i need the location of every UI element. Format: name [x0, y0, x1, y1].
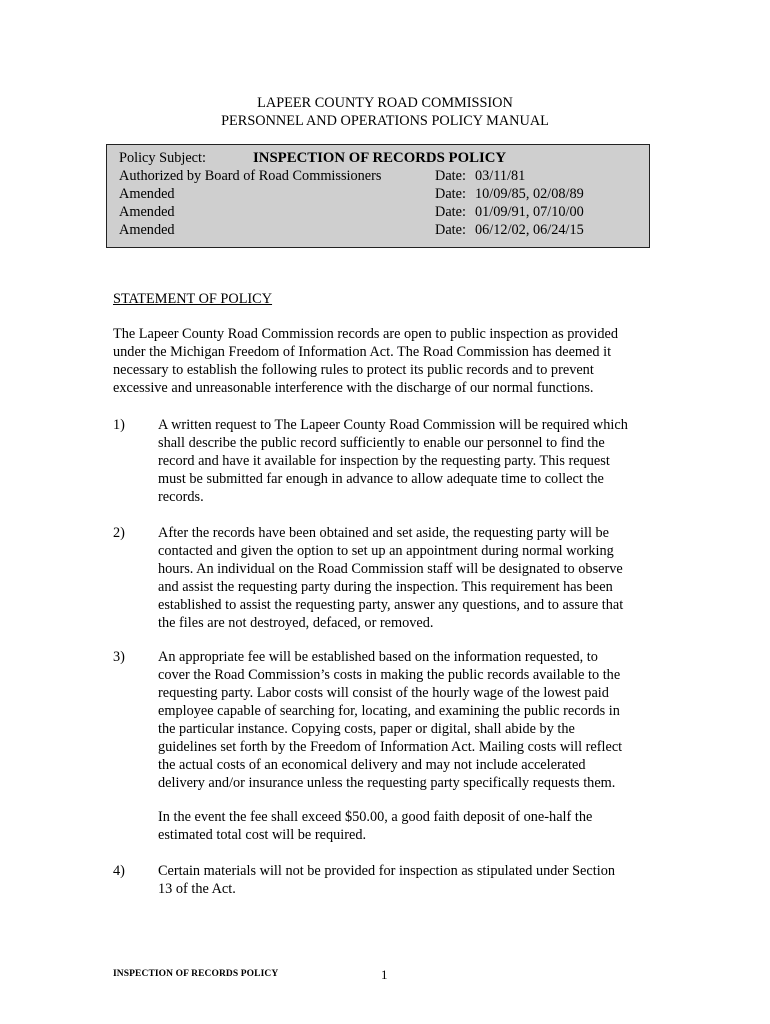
amended-label: Amended: [119, 222, 175, 238]
date-label: Date:: [435, 204, 466, 220]
section-heading: STATEMENT OF POLICY: [113, 291, 273, 307]
item-text: [158, 416, 660, 506]
amended-row: [119, 203, 175, 221]
text-line: the actual costs of an economical delivery and may not include accelerated: [158, 757, 586, 773]
text-line: under the Michigan Freedom of Information Act. The Road Commission has deemed it: [113, 344, 612, 360]
item-number: 2): [113, 525, 125, 541]
text-line: employee capable of searching for, locating, and examining the public records in: [158, 703, 620, 719]
text-line: guidelines set forth by the Freedom of Information Act. Mailing costs will reflect: [158, 739, 623, 755]
manual-title: PERSONNEL AND OPERATIONS POLICY MANUAL: [221, 113, 549, 129]
date-label: Date:: [435, 222, 466, 238]
text-line: necessary to establish the following rules to protect its public records and to prevent: [113, 362, 594, 378]
date-label: Date:: [435, 168, 466, 184]
text-line: and assist the requesting party during the inspection. This requirement has been: [158, 579, 613, 595]
amended-label: Amended: [119, 186, 175, 202]
amended-date: [435, 185, 584, 203]
authorization-label: Authorized by Board of Road Commissioners: [119, 168, 382, 184]
text-line: record and have it available for inspection by the requesting party. This request: [158, 453, 610, 469]
item-text: [158, 862, 660, 898]
text-line: the particular instance. Copying costs, paper or digital, shall abide by the: [158, 721, 575, 737]
text-line: excessive and unreasonable interference with the discharge of our normal functions.: [113, 380, 594, 396]
text-line: records.: [158, 489, 204, 505]
item-number: 3): [113, 649, 125, 665]
date-value: 01/09/91, 07/10/00: [475, 204, 584, 220]
authorization-date: [435, 167, 525, 185]
amended-row: [119, 185, 175, 203]
text-line: requesting party. Labor costs will consist of the hourly wage of the lowest paid: [158, 685, 609, 701]
footer-title: INSPECTION OF RECORDS POLICY: [113, 969, 279, 979]
text-line: estimated total cost will be required.: [158, 827, 367, 843]
amended-label: Amended: [119, 204, 175, 220]
amended-date: [435, 203, 584, 221]
policy-subject-row: [119, 149, 206, 167]
text-line: Certain materials will not be provided for inspection as stipulated under Section: [158, 863, 615, 879]
date-value: 06/12/02, 06/24/15: [475, 222, 584, 238]
text-line: An appropriate fee will be established based on the information requested, to: [158, 649, 598, 665]
text-line: A written request to The Lapeer County Road Commission will be required which: [158, 417, 628, 433]
text-line: must be submitted far enough in advance to allow adequate time to collect the: [158, 471, 604, 487]
item-text: [158, 648, 660, 792]
intro-paragraph: [113, 325, 658, 397]
text-line: In the event the fee shall exceed $50.00, a good faith deposit of one-half the: [158, 809, 593, 825]
text-line: delivery and/or insurance unless the requesting party specifically requests them.: [158, 775, 616, 791]
text-line: cover the Road Commission’s costs in making the public records available to the: [158, 667, 621, 683]
text-line: contacted and given the option to set up an appointment during normal working: [158, 543, 614, 559]
policy-subject-title: INSPECTION OF RECORDS POLICY: [253, 150, 507, 166]
organization-title: LAPEER COUNTY ROAD COMMISSION: [257, 95, 513, 111]
text-line: the files are not destroyed, defaced, or removed.: [158, 615, 434, 631]
amended-date: [435, 221, 584, 239]
text-line: established to assist the requesting party, answer any questions, and to assure that: [158, 597, 624, 613]
authorization-row: [119, 167, 381, 185]
amended-row: [119, 221, 175, 239]
text-line: The Lapeer County Road Commission records are open to public inspection as provided: [113, 326, 619, 342]
page-number: 1: [381, 967, 388, 982]
policy-info-box: [106, 144, 650, 248]
text-line: After the records have been obtained and set aside, the requesting party will be: [158, 525, 609, 541]
item-text: [158, 524, 660, 632]
text-line: hours. An individual on the Road Commission staff will be designated to observe: [158, 561, 623, 577]
text-line: shall describe the public record sufficiently to enable our personnel to find the: [158, 435, 605, 451]
item-number: 4): [113, 863, 125, 879]
date-label: Date:: [435, 186, 466, 202]
date-value: 10/09/85, 02/08/89: [475, 186, 584, 202]
date-value: 03/11/81: [475, 168, 526, 184]
item-number: 1): [113, 417, 125, 433]
text-line: 13 of the Act.: [158, 881, 236, 897]
document-header: [0, 94, 770, 130]
policy-subject-label: Policy Subject:: [119, 150, 206, 166]
item-text: [158, 808, 660, 844]
